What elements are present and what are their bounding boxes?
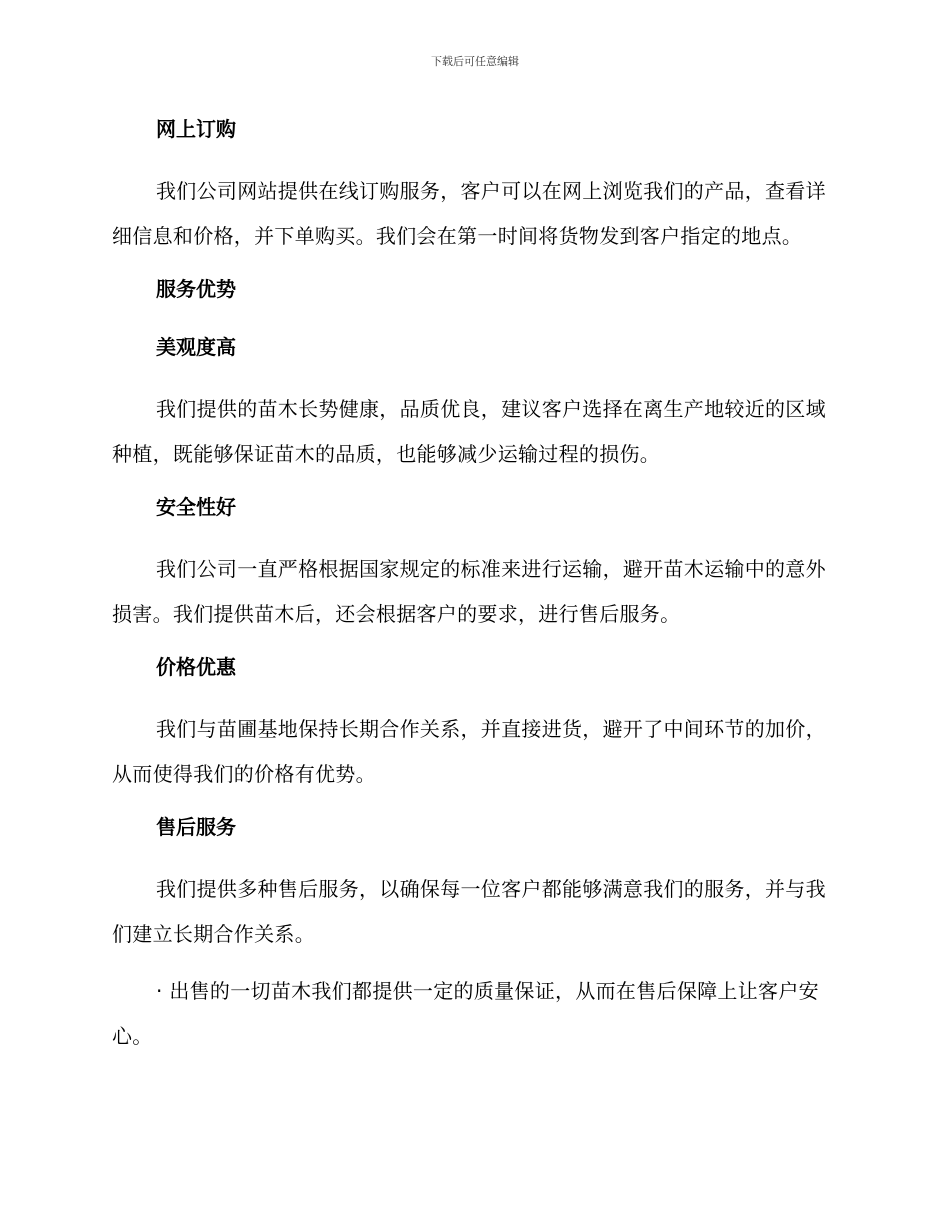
heading-online-order: 网上订购 [156, 117, 236, 141]
heading-beauty: 美观度高 [156, 335, 236, 359]
paragraph-online-order: 我们公司网站提供在线订购服务，客户可以在网上浏览我们的产品，查看详细信息和价格，并下单购买。我们会在第一时间将货物发到客户指定的地点。 [112, 179, 826, 248]
heading-after-sales: 售后服务 [156, 815, 236, 839]
heading-service-advantages: 服务优势 [156, 277, 236, 301]
paragraph-price: 我们与苗圃基地保持长期合作关系，并直接进货，避开了中间环节的加价，从而使得我们的价格有优势。 [112, 717, 826, 786]
paragraph-after-sales: 我们提供多种售后服务，以确保每一位客户都能够满意我们的服务，并与我们建立长期合作关系。 [112, 877, 826, 946]
heading-price: 价格优惠 [156, 655, 236, 679]
document-body [112, 111, 838, 1071]
bullet-quality-guarantee: · 出售的一切苗木我们都提供一定的质量保证，从而在售后保障上让客户安心。 [112, 979, 819, 1048]
paragraph-beauty: 我们提供的苗木长势健康，品质优良，建议客户选择在离生产地较近的区域种植，既能够保证苗木的品质，也能够减少运输过程的损伤。 [112, 397, 826, 466]
heading-safety: 安全性好 [156, 495, 236, 519]
page-header: 下载后可任意编辑 [431, 55, 519, 68]
paragraph-safety: 我们公司一直严格根据国家规定的标准来进行运输，避开苗木运输中的意外损害。我们提供苗木后，还会根据客户的要求，进行售后服务。 [112, 557, 826, 626]
